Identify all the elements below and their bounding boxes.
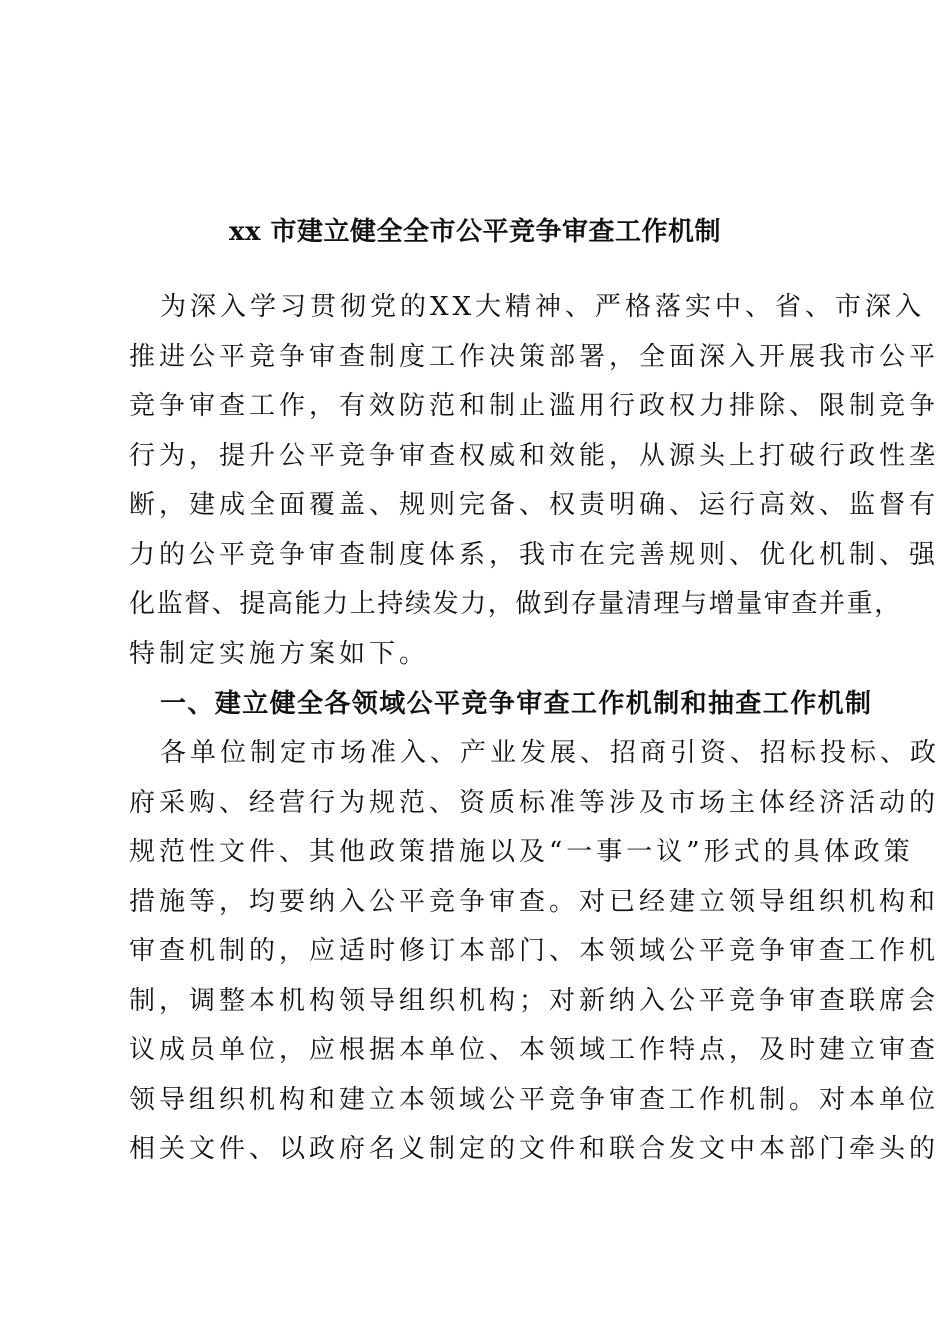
paragraph-line: 各单位制定市场准入、产业发展、招商引资、招标投标、政 bbox=[160, 738, 941, 768]
paragraph-line: 行为，提升公平竞争审查权威和效能，从源头上打破行政性垄 bbox=[129, 440, 940, 471]
paragraph-line: 力的公平竞争审查制度体系，我市在完善规则、优化机制、强 bbox=[129, 539, 940, 570]
paragraph-section1 bbox=[129, 729, 941, 1175]
paragraph-line: 竞争审查工作，有效防范和制止滥用行政权力排除、限制竞争 bbox=[129, 391, 940, 421]
paragraph-line: 断，建成全面覆盖、规则完备、权责明确、运行高效、监督有 bbox=[129, 490, 940, 520]
paragraph-line: 化监督、提高能力上持续发力，做到存量清理与增量审查并重， bbox=[129, 589, 902, 619]
paragraph-line: 措施等，均要纳入公平竞争审查。对已经建立领导组织机构和 bbox=[129, 886, 940, 917]
section-heading-block bbox=[129, 680, 873, 730]
paragraph-line: 特制定实施方案如下。 bbox=[129, 638, 430, 669]
document-title: xx 市建立健全全市公平竞争审查工作机制 bbox=[228, 217, 722, 247]
paragraph-line: 议成员单位，应根据本单位、本领域工作特点，及时建立审查 bbox=[129, 1035, 940, 1065]
paragraph-line: 推进公平竞争审查制度工作决策部署，全面深入开展我市公平 bbox=[129, 341, 940, 372]
paragraph-line: 制，调整本机构领导组织机构；对新纳入公平竞争审查联席会 bbox=[129, 985, 940, 1016]
paragraph-line: 相关文件、以政府名义制定的文件和联合发文中本部门牵头的 bbox=[129, 1134, 940, 1164]
paragraph-line: 为深入学习贯彻党的XX大精神、严格落实中、省、市深入 bbox=[160, 292, 926, 322]
paragraph-line: 规范性文件、其他政策措施以及“一事一议”形式的具体政策 bbox=[129, 837, 914, 867]
paragraph-line: 审查机制的，应适时修订本部门、本领域公平竞争审查工作机 bbox=[129, 936, 940, 966]
paragraph-line: 府采购、经营行为规范、资质标准等涉及市场主体经济活动的 bbox=[129, 787, 940, 818]
section-heading: 一、建立健全各领域公平竞争审查工作机制和抽查工作机制 bbox=[160, 689, 873, 719]
paragraph-line: 领导组织机构和建立本领域公平竞争审查工作机制。对本单位 bbox=[129, 1084, 940, 1115]
paragraph-intro bbox=[129, 283, 940, 679]
